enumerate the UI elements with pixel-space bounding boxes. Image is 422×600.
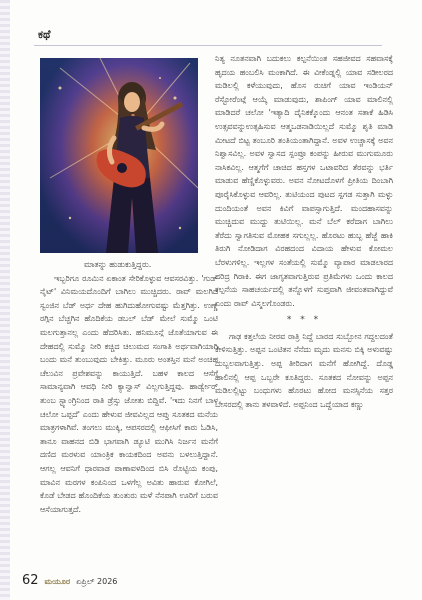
section-divider: * * * — [286, 315, 322, 326]
page-header — [10, 22, 422, 52]
paragraph: ನಿತ್ಯ ನೂತನವಾಗಿ ಬದುಕಲು ಕಲ್ಪನೆಯಿಂತ ಸಹಜೀವದ ಸಹವಾಸಕ್ಕೆ ಹೃದಯ ಹಂಬಲಿಸಿ ಮಂಕಾಗಿದೆ. ಈ ವೀಕೆಂಡ್ನಲ್ಲಿ ಯಾವ ಸಡೀಲರದ ಮಡಿಲಲ್ಲಿ ಕಳೆಯುವುದು, ಹೊಸ ರುಚಿಗೆ ಯಾವ ಇಂಡಿಯನ್ ರೆಸ್ಟೋರೆಂಟ್ಗೆ ಆಯ್ಕೆ ಮಾಡುವುದು, ಶಾಪಿಂಗ್ ಯಾವ ಮಾಲಿನಲ್ಲಿ ಮಾಡಿದರೆ ಚಲೋ 'ಇತ್ಯಾದಿ ದೈನಿಕಕ್ಕೊಂದು ಆನಂತ ಸತಾಕೆ ಹಿಡಿಸಿ ಉತ್ಸವವನ್ನುಉತ್ಸಹಿಸುವ ಆತ್ಮಒಡನಾಡಿಯಿಲ್ಲದೆ ಸುಮ್ಮೊ ಶೃತಿ ಮಾಡಿ ಮೀಟದೆ ಬಿಟ್ಟ ತಂಬೂರಿ ತಂತಿಯಂತಾಗಿದ್ದಾನೆ. ಅವಳ ಉಚ್ಚಾಸಕ್ಕೆ ಅವನ ನಿಶ್ವಾಸವಿಲ್ಲ. ಅವಳ ಸ್ವಾಸದ ಸ್ಪಂಪ್ರೂ ಕಂಪನ್ನು ಹೀರುವ ಮುಗುಮೂರು ನಾಸಿಕವಿಲ್ಲ. ಆತ್ಮಗೆಗೆ ಚಾಚಿದ ಹಸ್ತಗಳ ಒಟಾವರಿದ ತೆರವನ್ನು ಭರ್ತಿ ಮಾಡುವ ಹೆಣ್ಣಿಕೊಳ್ಳುವರು. ಅವನ ನೋಟದೊಳಗೆ ಪ್ರೀತಿಯ ದಿಂಬಾಗಿ ಪೂರೈಸಿಕೊಳ್ಳುವ ಆವರಿಲ್ಲ. ತುಟಿಯಂದ ಪುಟದ ಸ್ಪಗಡ ಸುತ್ತಾಗಿ ಮಳ್ಳು ದುಂದಿಯಂತೆ ಅವನ ಕಿವಿಗೆ ವಾಪಸ್ಸಾಗುತ್ತಿದೆ. ಮಂದಹಾಸವನ್ನು ಮುಚ್ಚಿದುವ ಮುದ್ದು ತುಟಿಯಿಲ್ಲ. ಮನೆ ಬೆಲ್ ಕರೆದಾಗ ಬಾಗಿಲು ತೆರೆದು ಸ್ವಾಗತಿಸುವ ಮೋಹಕ ಸಗುಲ್ಲಲ್ಲ. ಹೊರಟು ಹುಬ್ಬ ಹೆಜ್ಜೆ ಹಾಕಿ ತಿರುಗಿ ನೋಡಿದಾಗ ವಿರಹದಂದ ವಿದಾಯ ಹೇಳುವ ಕೋಮಲ ಬೆರಳುಗಳಿಲ್ಲ. ಇಲ್ಲಗಳ ಸಂತೆಯಲ್ಲಿ ಸುಮ್ಮೊ ವ್ಯಾಪಾರ ಮಾಡಲಾರದ ದರಿದ್ರ ಗಿರಾಕಿ. ಈಗ ಜಾಗೃತವಾಗುತ್ತಿರುವ ಪ್ರತಿಮೆಗಳು ಒಂದು ಕಾಲದ ಕಲ್ಪನೆಯ ಸಾಹಚರ್ಯದಲ್ಲಿ ತನ್ನೊಳಗೆ ಸುಪ್ತವಾಗಿ ಜೀವಂತವಾಗಿದ್ದುವೆ ಎಂದು ರಾವ್ ವಿಸ್ಮಲಗೊಂಡರು. — [215, 54, 393, 308]
section-label: ಕಥೆ — [38, 28, 51, 41]
left-column — [40, 258, 218, 516]
paragraph: ಮಾತನ್ನು ಹುಡುಕುತ್ತಿದ್ದರು. — [84, 260, 152, 269]
page-number: 62 — [22, 573, 39, 588]
magazine-name: ಮಯೂರ — [44, 577, 71, 586]
page-edge-stripe — [0, 0, 10, 600]
story-illustration — [40, 58, 198, 253]
paragraph: ಗಾಢ ಕತ್ತಲೆಯ ನೀರವ ರಾತ್ರಿ ನಿದ್ದೆ ಬಾರದ ಸುಬ್ಬೋನ ಗದ್ದಲದಂತೆ ಕೇಳಿಸುತ್ತಿತ್ತು. ಅಪ್ಪನ ಒಂಟಿತನ ನೆನೆದು ಮೃದು ಮನಸು ಬಿಕ್ಕಿ ಅಳುವಷ್ಟು ದುಬ್ಬಲವಾಗುತ್ತಿತ್ತು. ಅಪ್ಪ ತೀರಿದಾಗ ಮನೆಗೆ ಹೋಗಿದ್ದೆ. ದೊಡ್ಡ ಹಾಲಿನಲ್ಲಿ ಆಪ್ಪ ಒಬ್ಬರೇ ಕೂತಿದ್ದರು. ಸೂತಕದ ನೋವನ್ನು ಅಪ್ಪನ ಮಡಿಲಲ್ಲಿಟ್ಟು ಬಂಧುಗಳು ಹೊರಟು ಹೋದ ಮನಸ್ಸಿನೆಯ ಸತ್ತರ ಬೇಸರದಲ್ಲಿ ತಾನು ತಳವಾಳಿದೆ. ಅಪ್ಪನಿಂದ ಒದ್ದೆಯಾದ ಕಣ್ಣು — [215, 331, 393, 409]
issue-date: ಏಪ್ರಿಲ್ 2026 — [76, 577, 118, 586]
guitarist-illustration — [40, 58, 198, 253]
right-column — [215, 52, 393, 411]
page-footer — [22, 573, 117, 589]
header-rule — [34, 45, 382, 46]
paragraph: ಇಬ್ಬರಿಗೂ ರೂಮಿನ ಏಕಾಂತ ಸೇರಿಕೊಳ್ಳುವ ಆವಸರವಿತ್ತು. 'ಗುಡ್ ನೈಟ್' ವಿನಿಮಯದೊಂದಿಗೆ ಬಾಗಿಲು ಮುಚ್ಚಿದರು. ರಾವ್ ಮಲಗಿದ ಸ್ವಂಜಿನ ಬೆಡ್ ಅರ್ಧ ದೇಹ ಹುಗಿದುಹೋಗುವಷ್ಟು ಮೆತ್ತಗಿತ್ತು. ಉಣ್ಣೆ ರಗ್ಗಿನ ಬೆಚ್ಚಗಿನ ಹೊದಿಕೆಯ ಡಬಲ್ ಬೆಡ್ ಮೇಲೆ ಸುಮ್ಮೊ ಒಂಟಿ ಮಲಗುತ್ತಾನಲ್ಲ ಎಂದು ಹೆದರಿಸಿತು. ಹನಿಮೂನ್ಗೆ ಜೊತೆಯಾಗುವ ಈ ದೇಹದಲ್ಲಿ ಸುಮ್ಮೊ ನೀರಿ ಕಚ್ಚಿದ ಚಿಲುಮದ ಸಂಗಾತಿ ಅರ್ಥವಾಗಿಯಾಗಿ ಬಂದು ಮನೆ ತುಂಬುವುದು ಬೇಕಿತ್ತು. ಮೂರು ಅಂತಸ್ತಿನ ಮನೆ ಅಂಚಿಹ ಚೆಲುವಿನ ಪ್ರವೇಶವನ್ನು ಕಾಯುತ್ತಿದೆ. ಬಹಳ ಕಾಲದ ಆಸೆಗೆ ಸಾಮಾನ್ಯವಾಗಿ ಆವಧಿ ನೀರಿ ಕ್ಯಾನ್ವಾಸ್ ವಿಲ್ಲಗುತ್ತಿದ್ದವು. ಹಾರ್ಡ್ವೇರ್ ತುಂಬ ಸ್ಟ್ಯಾಂಗ್ರಿನಿಂದ ರಾತಿ ಡ್ರೆಸ್ಸು ಜೋತು ಬಿದ್ದಿವೆ. 'ಇದು ನಿನಗೆ ಬಾಳ ಚಲೋ ಒಪ್ಪದೆ' ಎಂದು ಹೇಳುವ ಜೀವವಿಲ್ಲದ ಆಪ್ತು ಸೂತಕದ ಮನೆಯ ಮಾತ್ರಗಳಾಗಿವೆ. ತಂಗಲು ಮುಕ್ಕಿ, ಆಪಸರದಲ್ಲಿ ಆಫೀಸಿಗೆ ಕಾರು ಓಡಿಸಿ, ತಾನೂ ವಾಹನದ ಬಿಡಿ ಭಾಗವಾಗಿ ಡ್ಯೂಟಿ ಮುಗಿಸಿ ನಿರ್ಜನ ಮನೆಗೆ ದಣಿದ ಮರಳುವ ಯಾಂತ್ರಿಕ ಕಾಯಕದಿಂದ ಅವನು ಬಳಲುತ್ತಿದ್ದಾನೆ. ಆಗಲ್ಲ ಆವನಿಗೆ ಧಾರವಾಡ ಪಾಣಾವಳದಿಂದ ಬಿಸಿ ರೊಟ್ಟಿಯ ಕಂಪು, ಮಾವಿನ ಮರಗಳ ಕಂಪಿನಿಂದ ಒಳಗೆಲ್ಲ ಅವಿತು ಹಾರುವ ಕೋಗಿಲೆ, ಕೊಡೆ ಬೇಡದ ಹೊಂದಿಕೆಯ ತುಂತುರು ಮಳೆ ನೆನಪಾಗಿ ಊರಿಗೆ ಬರುವ ಆಸೆಯಾಗುತ್ತದೆ. — [40, 273, 218, 514]
